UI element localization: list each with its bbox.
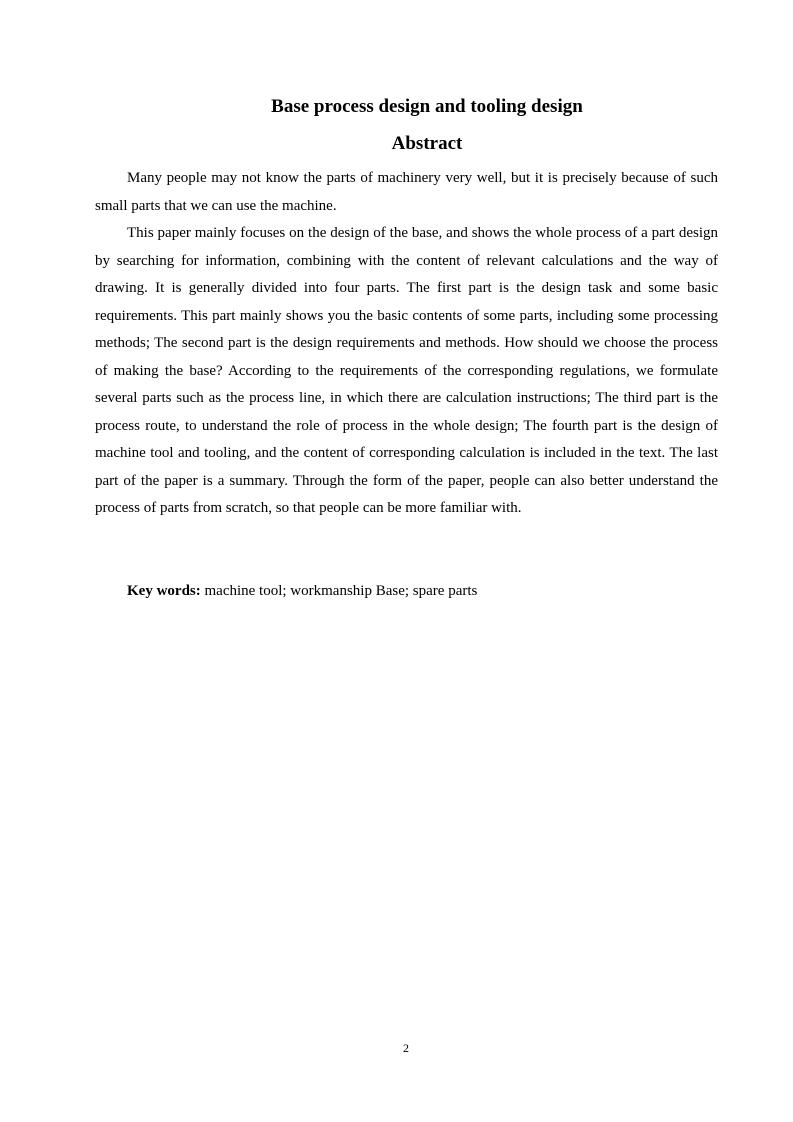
- keywords-line: [95, 578, 718, 605]
- abstract-paragraph-2: This paper mainly focuses on the design of the base, and shows the whole process of a part design by searching for information, combining with the content of relevant calculations and the way of drawing. It is generally divided into four parts. The first part is the design task and some basic requirements. This part mainly shows you the basic contents of some parts, including some processing methods; The second part is the design requirements and methods. How should we choose the process of making the base? According to the requirements of the corresponding regulations, we formulate several parts such as the process line, in which there are calculation instructions; The third part is the process route, to understand the role of process in the whole design; The fourth part is the design of machine tool and tooling, and the content of corresponding calculation is included in the text. The last part of the paper is a summary. Through the form of the paper, people can also better understand the process of parts from scratch, so that people can be more familiar with.: [95, 225, 718, 516]
- document-title: Base process design and tooling design: [271, 96, 583, 117]
- abstract-body: [95, 165, 718, 523]
- keywords-label: Key words:: [127, 583, 201, 599]
- abstract-paragraph-1: Many people may not know the parts of machinery very well, but it is precisely because of such small parts that we can use the machine.: [95, 170, 718, 214]
- abstract-heading: Abstract: [391, 133, 463, 154]
- keywords-text: machine tool; workmanship Base; spare parts: [200, 583, 478, 599]
- page-number: 2: [403, 1041, 409, 1055]
